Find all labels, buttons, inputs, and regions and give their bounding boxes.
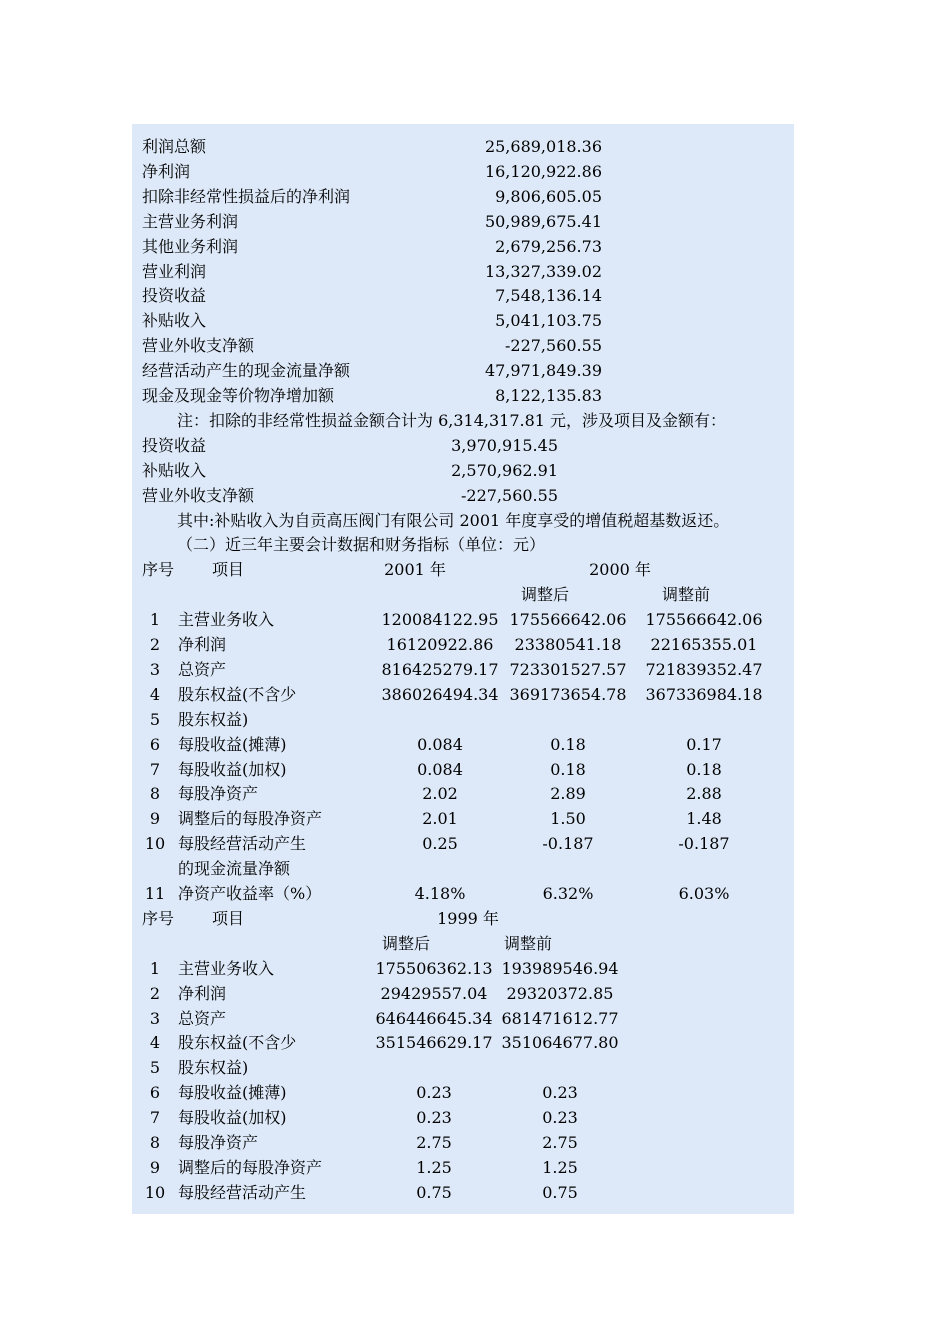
table-cell-1999-before: 681471612.77 [501, 1008, 619, 1028]
table-cell-1999-after: 1.25 [416, 1157, 452, 1177]
table-row-item: 总资产 [178, 659, 227, 679]
summary-label: 补贴收入 [142, 311, 207, 331]
table-cell-2001: 0.084 [417, 734, 463, 754]
table-cell-2001: 4.18% [414, 884, 466, 903]
table-row-seq: 6 [149, 734, 161, 754]
summary-value: 5,041,103.75 [495, 311, 602, 331]
table-cell-1999-after: 0.75 [416, 1182, 452, 1202]
table-cell-1999-before: 0.23 [542, 1108, 578, 1128]
table-row-item: 每股经营活动产生 [178, 834, 307, 854]
table-cell-1999-before: 0.23 [542, 1083, 578, 1103]
table-row-item: 净资产收益率（%） [178, 884, 322, 903]
summary-value: 2,679,256.73 [495, 236, 602, 256]
section-title: （二）近三年主要会计数据和财务指标（单位：元） [177, 535, 546, 555]
table-row-seq: 3 [149, 659, 161, 679]
table-header-adjusted-after: 调整后 [520, 585, 569, 605]
table-row-seq: 9 [149, 1157, 161, 1177]
table-row-seq: 4 [149, 1033, 161, 1053]
table-cell-2000-after: 1.50 [550, 809, 586, 829]
table-cell-2000-before: 0.17 [686, 734, 722, 754]
table-row-item: 主营业务收入 [178, 958, 275, 978]
table-row-seq: 6 [149, 1083, 161, 1103]
table-row-item: 每股收益(加权) [178, 1108, 287, 1128]
table-cell-1999-before: 0.75 [542, 1182, 578, 1202]
table-row-seq: 1 [149, 958, 161, 978]
table-header-item: 项目 [212, 908, 245, 928]
table-row-seq: 8 [149, 1133, 161, 1152]
table-cell-2001: 386026494.34 [381, 684, 499, 704]
table-row-item: 净利润 [178, 983, 227, 1003]
table-cell-2001: 0.25 [422, 834, 458, 854]
note-item-value: 3,970,915.45 [451, 435, 558, 455]
table-row-seq: 1 [149, 610, 161, 630]
summary-value: 47,971,849.39 [484, 361, 602, 381]
table-row-item: 净利润 [178, 635, 227, 654]
table-cell-2000-after: 0.18 [550, 734, 586, 754]
summary-value: 50,989,675.41 [484, 211, 602, 231]
table-cell-2001: 0.084 [417, 759, 463, 779]
table-row-item: 每股收益(摊薄) [178, 1083, 287, 1103]
table-header-year: 1999 年 [437, 908, 499, 928]
note-text: 注：扣除的非经常性损益金额合计为 6,314,317.81 元，涉及项目及金额有： [177, 410, 727, 430]
summary-value: 25,689,018.36 [484, 137, 602, 156]
table-cell-2000-before: 22165355.01 [650, 635, 758, 654]
table-cell-1999-before: 193989546.94 [501, 958, 619, 978]
table-cell-2001: 16120922.86 [386, 635, 494, 654]
table-header-adjusted-before: 调整前 [503, 933, 552, 953]
note-item-value: 2,570,962.91 [451, 460, 558, 480]
table-cell-2001: 816425279.17 [381, 659, 499, 679]
summary-label: 扣除非经常性损益后的净利润 [142, 186, 351, 206]
table-header-seq: 序号 [142, 908, 175, 928]
table-row-seq: 10 [144, 834, 166, 854]
table-cell-2000-after: 2.89 [550, 784, 586, 804]
table-row-item: 每股净资产 [178, 784, 259, 804]
summary-label: 主营业务利润 [142, 211, 239, 231]
summary-value: 8,122,135.83 [495, 386, 602, 405]
summary-label: 投资收益 [142, 286, 207, 306]
table-cell-1999-after: 175506362.13 [375, 958, 493, 978]
table-row-seq: 5 [149, 709, 161, 729]
table-cell-2000-after: 369173654.78 [509, 684, 627, 704]
table-row-item: 的现金流量净额 [178, 859, 291, 879]
note-remark: 其中:补贴收入为自贡高压阀门有限公司 2001 年度享受的增值税超基数返还。 [177, 510, 730, 530]
table-row-item: 总资产 [178, 1008, 227, 1028]
table-row-seq: 2 [149, 635, 161, 654]
table-row-seq: 3 [149, 1008, 161, 1028]
table-cell-2000-after: -0.187 [542, 834, 594, 854]
table-cell-2000-before: 721839352.47 [645, 659, 763, 679]
table-cell-1999-after: 0.23 [416, 1108, 452, 1128]
table-row-item: 每股收益(加权) [178, 759, 287, 779]
table-cell-1999-after: 2.75 [416, 1133, 452, 1152]
table-row-seq: 7 [149, 759, 161, 779]
table-header-year: 2001 年 [384, 560, 446, 580]
table-cell-2000-before: 2.88 [686, 784, 722, 804]
summary-label: 经营活动产生的现金流量净额 [142, 361, 351, 381]
table-row-item: 主营业务收入 [178, 610, 275, 630]
table-header-adjusted-before: 调整前 [661, 585, 710, 605]
table-header-adjusted-after: 调整后 [381, 933, 430, 953]
table-row-item: 股东权益(不含少 [178, 684, 297, 704]
table-cell-2001: 120084122.95 [381, 610, 499, 630]
summary-value: 7,548,136.14 [495, 286, 602, 306]
table-row-seq: 4 [149, 684, 161, 704]
table-row-item: 每股经营活动产生 [178, 1182, 307, 1202]
table-row-seq: 7 [149, 1108, 161, 1128]
table-cell-1999-before: 2.75 [542, 1133, 578, 1152]
table-cell-2001: 2.01 [422, 809, 458, 829]
note-item-label: 补贴收入 [142, 460, 207, 480]
table-row-seq: 5 [149, 1058, 161, 1078]
table-cell-2000-after: 6.32% [542, 884, 594, 903]
table-cell-1999-after: 29429557.04 [380, 983, 488, 1003]
table-row-seq: 11 [144, 884, 166, 903]
summary-label: 营业利润 [142, 261, 207, 281]
summary-label: 其他业务利润 [142, 236, 239, 256]
table-row-item: 每股收益(摊薄) [178, 734, 287, 754]
summary-label: 净利润 [142, 161, 191, 181]
table-cell-1999-after: 646446645.34 [375, 1008, 493, 1028]
table-header-seq: 序号 [142, 560, 175, 580]
note-item-label: 营业外收支净额 [142, 485, 255, 505]
summary-value: 16,120,922.86 [484, 161, 602, 181]
summary-label: 营业外收支净额 [142, 336, 255, 356]
table-cell-2000-before: 6.03% [678, 884, 730, 903]
table-cell-2000-before: 0.18 [686, 759, 722, 779]
table-row-item: 股东权益) [178, 1058, 249, 1078]
table-header-year: 2000 年 [589, 560, 651, 580]
table-row-seq: 2 [149, 983, 161, 1003]
table-cell-1999-before: 351064677.80 [501, 1033, 619, 1053]
summary-value: 9,806,605.05 [495, 186, 602, 206]
summary-value: -227,560.55 [504, 336, 602, 356]
table-row-item: 调整后的每股净资产 [178, 809, 323, 829]
table-row-item: 股东权益) [178, 709, 249, 729]
note-item-value: -227,560.55 [460, 485, 558, 505]
table-cell-1999-before: 1.25 [542, 1157, 578, 1177]
table-cell-2000-before: 367336984.18 [645, 684, 763, 704]
table-cell-1999-after: 351546629.17 [375, 1033, 493, 1053]
summary-label: 利润总额 [142, 137, 207, 156]
table-cell-2000-after: 0.18 [550, 759, 586, 779]
table-row-item: 股东权益(不含少 [178, 1033, 297, 1053]
table-cell-1999-after: 0.23 [416, 1083, 452, 1103]
summary-label: 现金及现金等价物净增加额 [142, 386, 335, 405]
table-row-seq: 9 [149, 809, 161, 829]
table-cell-2000-before: 1.48 [686, 809, 722, 829]
table-row-item: 每股净资产 [178, 1133, 259, 1152]
summary-value: 13,327,339.02 [484, 261, 602, 281]
note-item-label: 投资收益 [142, 435, 207, 455]
table-cell-2000-before: -0.187 [678, 834, 730, 854]
table-row-seq: 10 [144, 1182, 166, 1202]
table-cell-1999-before: 29320372.85 [506, 983, 614, 1003]
table-row-seq: 8 [149, 784, 161, 804]
table-header-item: 项目 [212, 560, 245, 580]
table-cell-2000-after: 723301527.57 [509, 659, 627, 679]
table-row-item: 调整后的每股净资产 [178, 1157, 323, 1177]
table-cell-2001: 2.02 [422, 784, 458, 804]
table-cell-2000-after: 175566642.06 [509, 610, 627, 630]
table-cell-2000-before: 175566642.06 [645, 610, 763, 630]
table-cell-2000-after: 23380541.18 [514, 635, 622, 654]
